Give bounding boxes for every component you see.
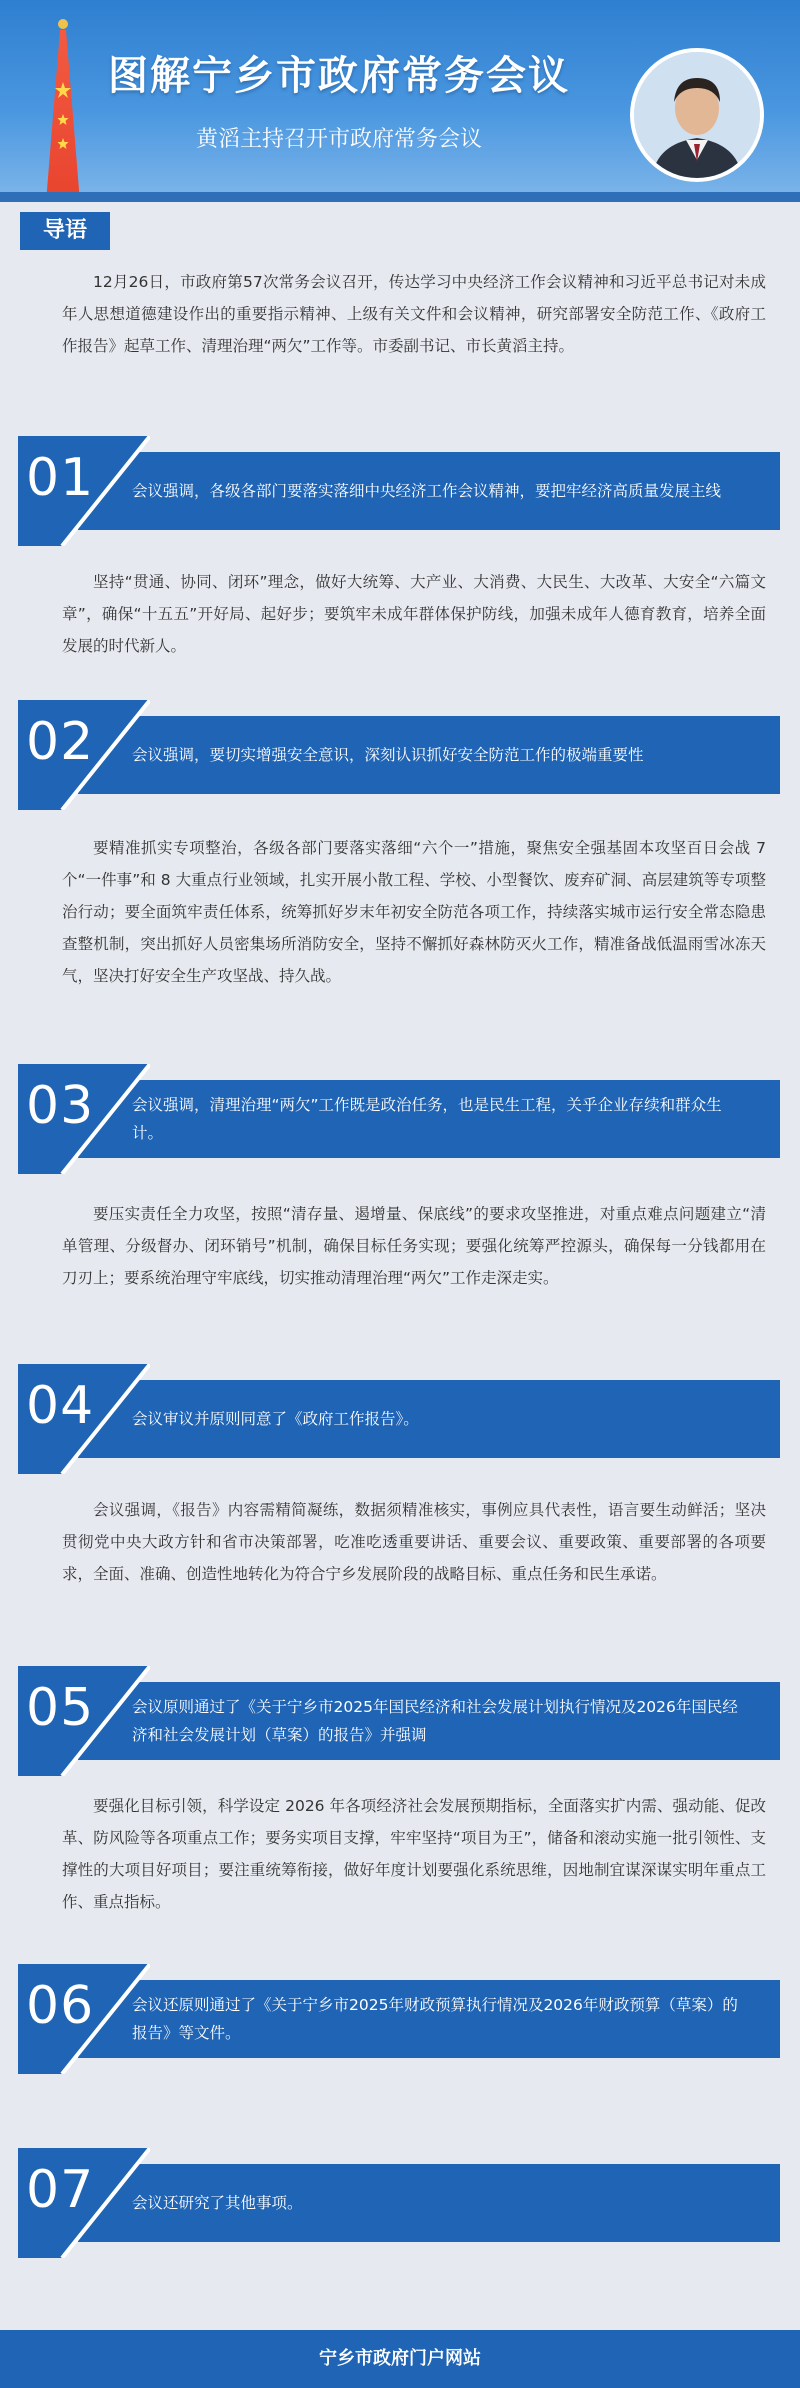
section-body-03: 要压实责任全力攻坚，按照“清存量、遏增量、保底线”的要求攻坚推进，对重点难点问题建立“清单管理、分级督办、闭环销号”机制，确保目标任务实现；要强化统筹严控源头，确保每一分钱都用在刀刃上；要系统治理守牢底线，切实推动清理治理“两欠”工作走深走实。: [62, 1205, 766, 1287]
section-banner-01: [18, 436, 780, 546]
section-number: 02: [26, 712, 95, 772]
section-body-05: 要强化目标引领，科学设定 2026 年各项经济社会发展预期指标，全面落实扩内需、强动能、促改革、防风险等各项重点工作；要务实项目支撑，牢牢坚持“项目为王”，储备和滚动实施一批引领性、支撑性的大项目好项目；要注重统筹衔接，做好年度计划要强化系统思维，因地制宜谋深谋实明年重点工作、重点指标。: [62, 1797, 766, 1911]
section-title: 会议还研究了其他事项。: [132, 2194, 303, 2212]
section-title: 会议还原则通过了《关于宁乡市2025年财政预算执行情况及2026年财政预算（草案）的报告》等文件。: [132, 1996, 738, 2042]
person-portrait-icon: [634, 52, 760, 178]
intro-paragraph: 12月26日，市政府第57次常务会议召开，传达学习中央经济工作会议精神和习近平总书记对未成年人思想道德建设作出的重要指示精神、上级有关文件和会议精神，研究部署安全防范工作、《政府工作报告》起草工作、清理治理“两欠”工作等。市委副书记、市长黄滔主持。: [62, 273, 766, 355]
section-number: 01: [26, 448, 95, 508]
section-number: 03: [26, 1076, 95, 1136]
section-number: 06: [26, 1976, 95, 2036]
page-subtitle: 黄滔主持召开市政府常务会议: [196, 127, 483, 152]
footer-site-name[interactable]: 宁乡市政府门户网站: [0, 2330, 800, 2388]
section-banner-03: [18, 1064, 780, 1174]
section-banner-04: [18, 1364, 780, 1474]
section-number: 04: [26, 1376, 95, 1436]
section-title: 会议审议并原则同意了《政府工作报告》。: [132, 1410, 419, 1428]
section-banner-06: [18, 1964, 780, 2074]
section-banner-07: [18, 2148, 780, 2258]
page-title: 图解宁乡市政府常务会议: [108, 52, 570, 99]
portrait-photo: [630, 48, 764, 182]
section-body-02: 要精准抓实专项整治，各级各部门要落实落细“六个一”措施，聚焦安全强基固本攻坚百日会战 7 个“一件事”和 8 大重点行业领域，扎实开展小散工程、学校、小型餐饮、废弃矿洞、高层建筑等专项整治行动；要全面筑牢责任体系，统筹抓好岁末年初安全防范各项工作，持续落实城市运行安全常态隐患查整机制，突出抓好人员密集场所消防安全，坚持不懈抓好森林防灭火工作，精准备战低温雨雪冰冻天气，坚决打好安全生产攻坚战、持久战。: [62, 839, 766, 985]
section-title: 会议强调，清理治理“两欠”工作既是政治任务，也是民生工程，关乎企业存续和群众生计。: [132, 1096, 722, 1142]
flagpole-icon: [46, 18, 80, 202]
section-title: 会议原则通过了《关于宁乡市2025年国民经济和社会发展计划执行情况及2026年国民经济和社会发展计划（草案）的报告》并强调: [132, 1698, 738, 1744]
section-title: 会议强调，要切实增强安全意识，深刻认识抓好安全防范工作的极端重要性: [132, 746, 644, 764]
section-body-01: 坚持“贯通、协同、闭环”理念，做好大统筹、大产业、大消费、大民生、大改革、大安全“六篇文章”，确保“十五五”开好局、起好步；要筑牢未成年群体保护防线，加强未成年人德育教育，培养全面发展的时代新人。: [62, 573, 766, 655]
section-number: 05: [26, 1678, 95, 1738]
section-banner-05: [18, 1666, 780, 1776]
header-banner: [0, 0, 800, 202]
section-title: 会议强调，各级各部门要落实落细中央经济工作会议精神，要把牢经济高质量发展主线: [132, 482, 722, 500]
intro-tag: 导语: [20, 212, 110, 250]
section-banner-02: [18, 700, 780, 810]
section-number: 07: [26, 2160, 95, 2220]
section-body-04: 会议强调，《报告》内容需精简凝练，数据须精准核实，事例应具代表性，语言要生动鲜活；坚决贯彻党中央大政方针和省市决策部署，吃准吃透重要讲话、重要会议、重要政策、重要部署的各项要求，全面、准确、创造性地转化为符合宁乡发展阶段的战略目标、重点任务和民生承诺。: [62, 1501, 766, 1583]
